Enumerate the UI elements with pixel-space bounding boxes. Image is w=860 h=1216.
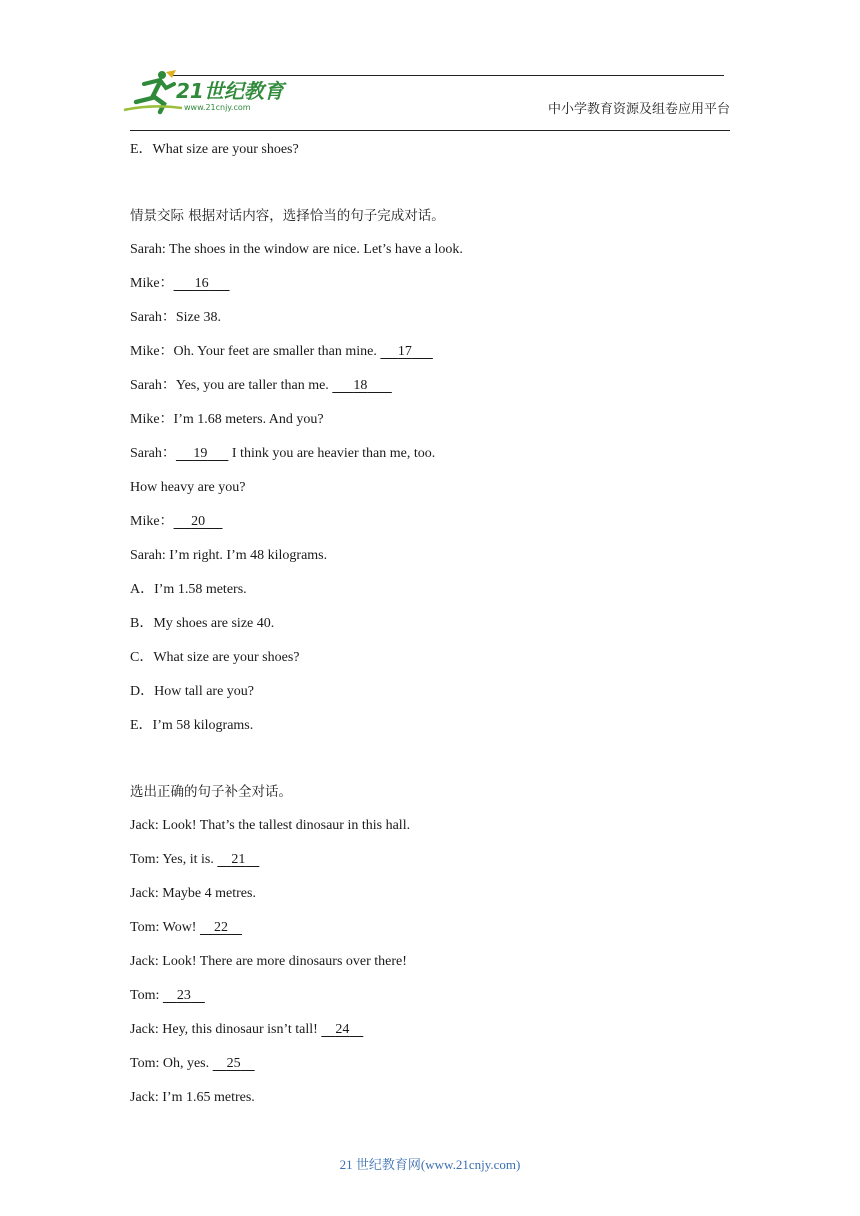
- blank-21: 21: [231, 852, 246, 867]
- option-line: E．I’m 58 kilograms.: [130, 718, 254, 733]
- section-instruction: 情景交际 根据对话内容，选择恰当的句子完成对话。: [130, 208, 445, 224]
- page-header: [0, 0, 860, 135]
- blank-19: 19: [193, 446, 208, 461]
- blank-17: 17: [397, 344, 412, 359]
- dialogue-line-blank: Sarah： 19 I think you are heavier than me, too.: [130, 444, 435, 464]
- blank-25: 25: [226, 1056, 241, 1071]
- dialogue-line-blank: Tom: 23: [130, 986, 205, 1006]
- dialogue-line-blank: Tom: Wow! 22: [130, 918, 242, 938]
- header-bottom-rule: [130, 130, 730, 131]
- dialogue-line: Mike：I’m 1.68 meters. And you?: [130, 412, 324, 427]
- dialogue-line-blank: Jack: Hey, this dinosaur isn’t tall! 24: [130, 1020, 363, 1040]
- blank-18: 18: [353, 378, 368, 393]
- logo-wordmark: 21世纪教育: [176, 79, 284, 103]
- dialogue-line: Sarah：Size 38.: [130, 310, 221, 325]
- option-line: C．What size are your shoes?: [130, 650, 300, 665]
- dialogue-line: Sarah: The shoes in the window are nice. Let’s have a look.: [130, 242, 463, 257]
- dialogue-line: Sarah: I’m right. I’m 48 kilograms.: [130, 548, 328, 563]
- blank-23: 23: [176, 988, 191, 1003]
- blank-20: 20: [191, 514, 206, 529]
- dialogue-line-blank: Mike： 16: [130, 274, 230, 294]
- page-footer[interactable]: 21 世纪教育网(www.21cnjy.com): [339, 1157, 521, 1172]
- dialogue-line: Jack: Look! There are more dinosaurs over there!: [130, 954, 407, 969]
- dialogue-line-blank: Mike：Oh. Your feet are smaller than mine. 17: [130, 342, 433, 362]
- section-instruction: 选出正确的句子补全对话。: [130, 784, 292, 800]
- runner-icon: [124, 70, 182, 112]
- header-site-name: 中小学教育资源及组卷应用平台: [547, 102, 730, 117]
- logo: [122, 68, 292, 116]
- dialogue-line: Jack: Look! That’s the tallest dinosaur in this hall.: [130, 818, 411, 833]
- dialogue-line-blank: Mike： 20: [130, 512, 223, 532]
- blank-22: 22: [213, 920, 228, 935]
- dialogue-line: Jack: I’m 1.65 metres.: [130, 1090, 255, 1105]
- option-line: A．I’m 1.58 meters.: [130, 582, 247, 597]
- blank-24: 24: [335, 1022, 350, 1037]
- option-line: D．How tall are you?: [130, 684, 255, 699]
- dialogue-line-blank: Sarah：Yes, you are taller than me. 18: [130, 376, 392, 396]
- dialogue-line-blank: Tom: Oh, yes. 25: [130, 1054, 255, 1074]
- dialogue-line: Jack: Maybe 4 metres.: [130, 886, 256, 901]
- logo-url: www.21cnjy.com: [184, 103, 251, 112]
- option-line: E．What size are your shoes?: [130, 142, 299, 157]
- option-line: B．My shoes are size 40.: [130, 616, 275, 631]
- dialogue-line: How heavy are you?: [130, 480, 246, 495]
- dialogue-line-blank: Tom: Yes, it is. 21: [130, 850, 259, 870]
- blank-16: 16: [194, 276, 209, 291]
